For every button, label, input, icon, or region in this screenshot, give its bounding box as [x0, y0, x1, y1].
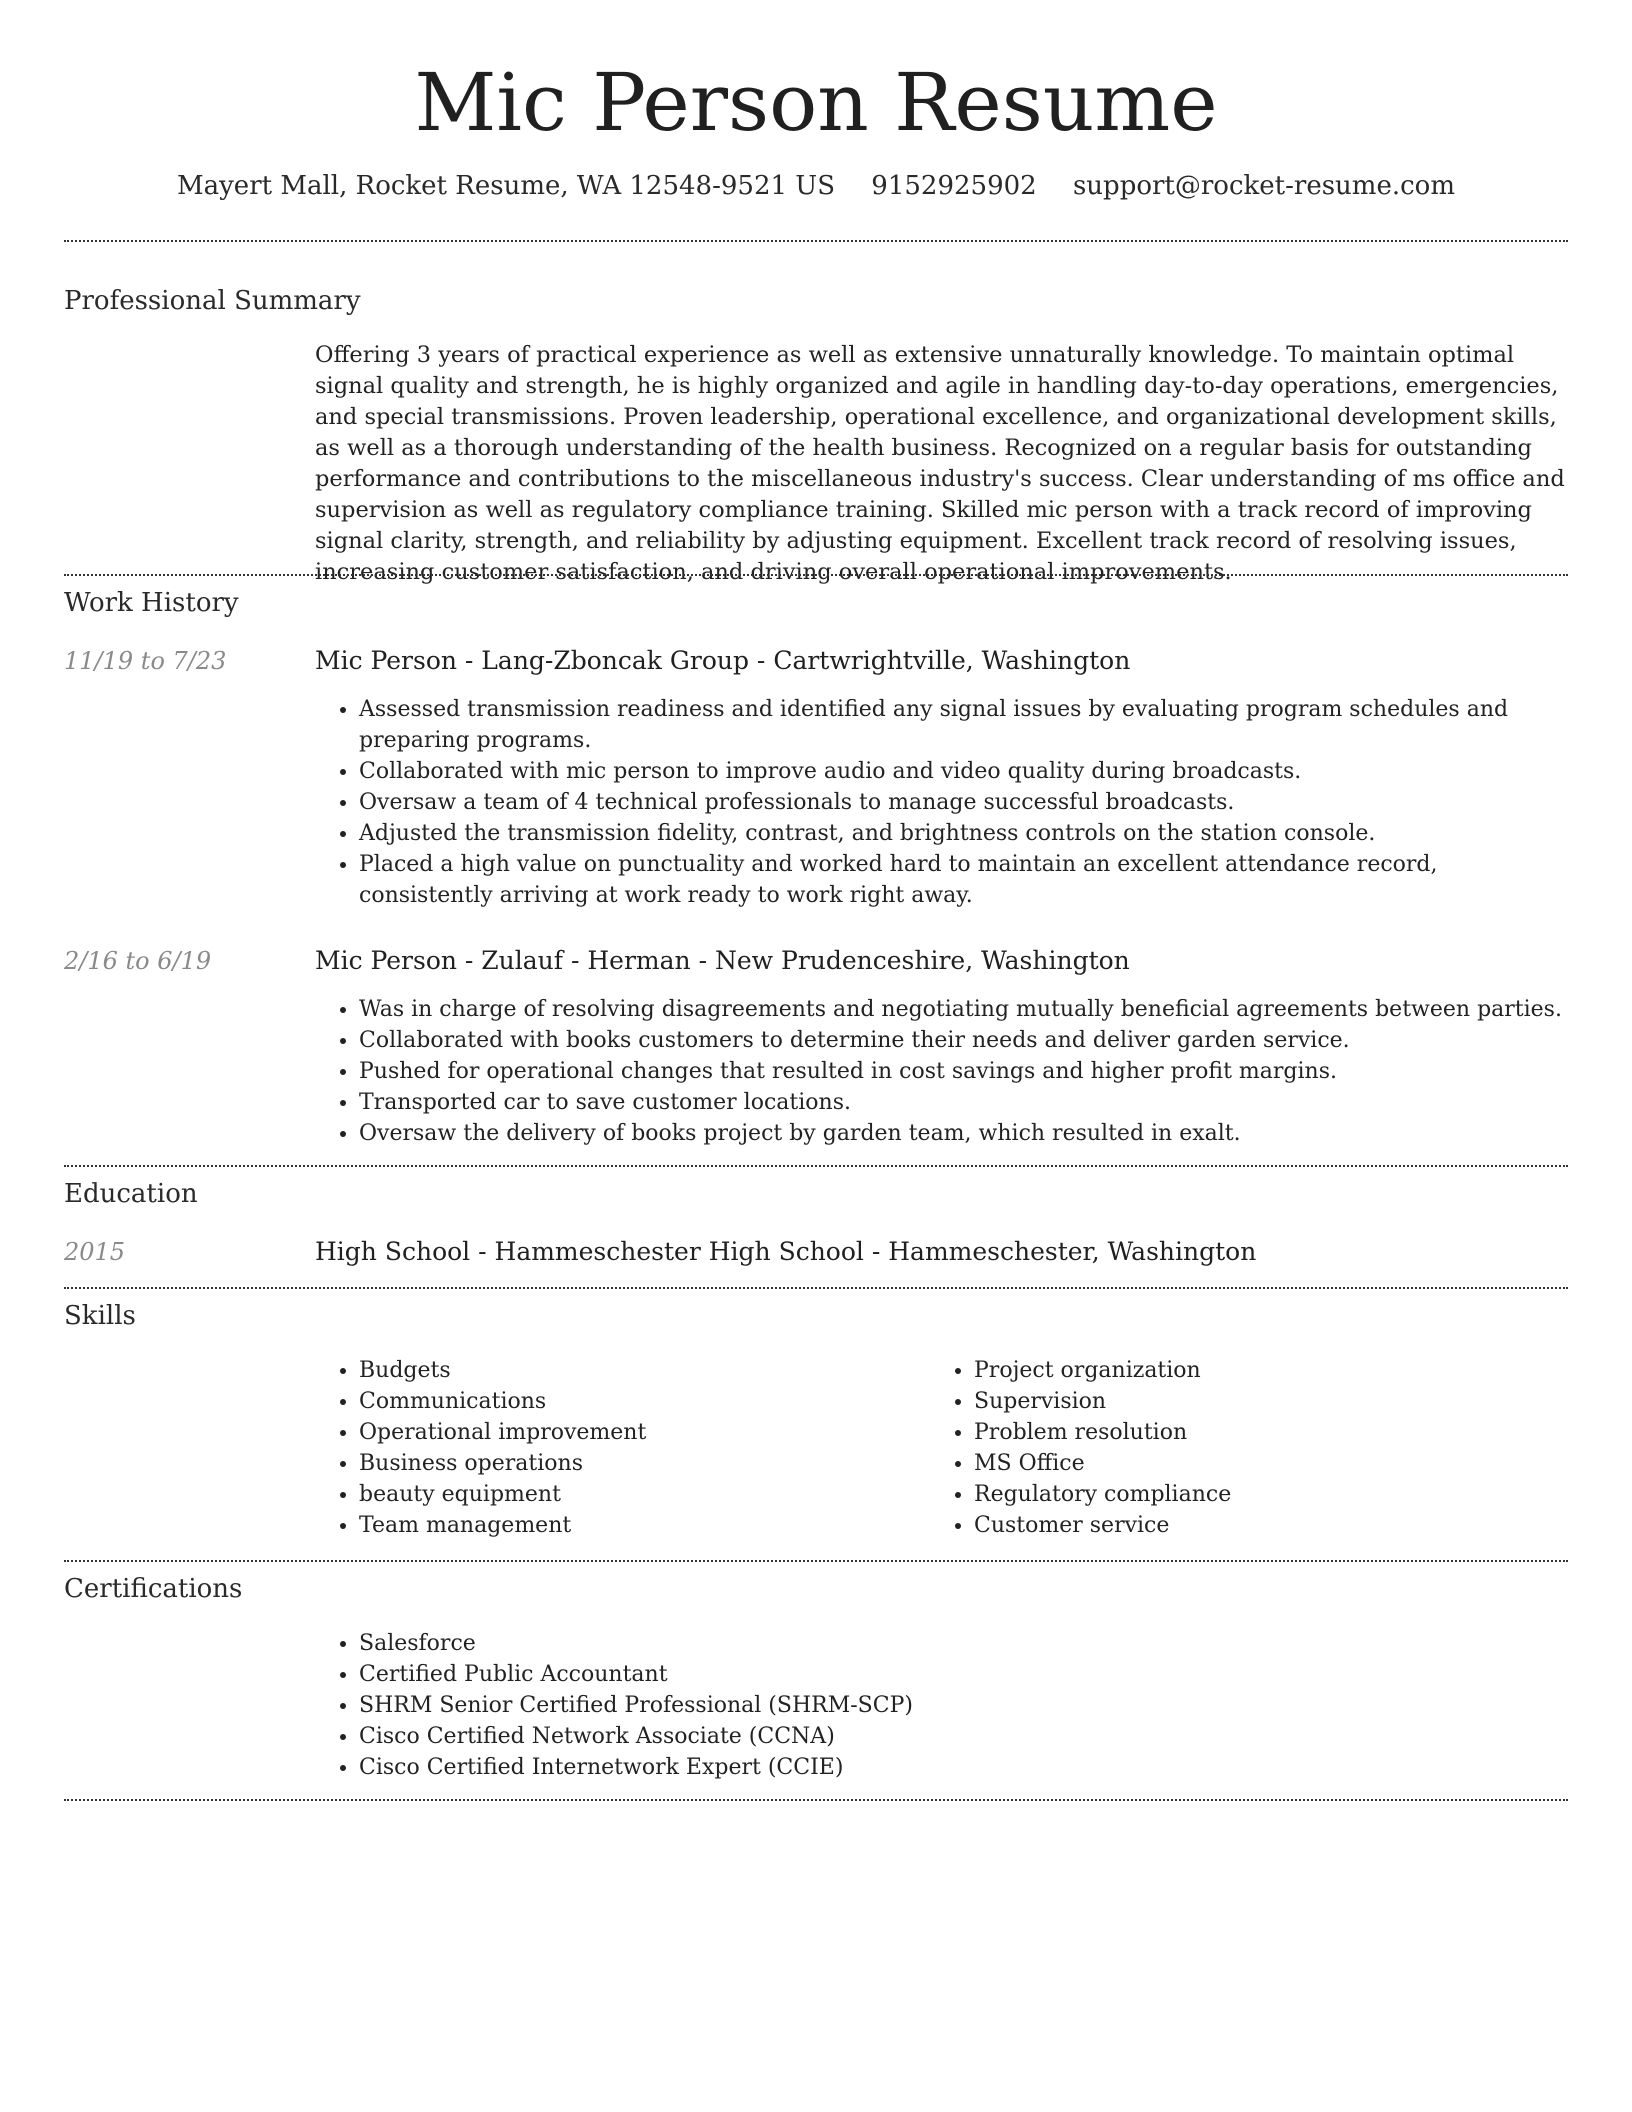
job-bullet: • Adjusted the transmission fidelity, contrast, and brightness controls on the station console.	[359, 818, 1568, 849]
summary-heading: Professional Summary	[64, 286, 361, 316]
summary-body	[315, 340, 1568, 588]
job-bullet: • Pushed for operational changes that resulted in cost savings and higher profit margins.	[359, 1056, 1568, 1087]
skills-column-right	[930, 1355, 1490, 1541]
skill-item: • Project organization	[974, 1355, 1490, 1386]
contact-address: Mayert Mall, Rocket Resume, WA 12548-9521 US	[177, 171, 836, 201]
job-dates: 11/19 to 7/23	[64, 647, 227, 675]
job-bullet: • Transported car to save customer locations.	[359, 1087, 1568, 1118]
job-bullet: • Placed a high value on punctuality and worked hard to maintain an excellent attendance record, consistently arriving at work ready to work right away.	[359, 849, 1568, 911]
work-heading: Work History	[64, 588, 239, 618]
skill-item: • Business operations	[359, 1448, 875, 1479]
section-divider	[64, 240, 1568, 242]
skill-item: • Customer service	[974, 1510, 1490, 1541]
job-title: Mic Person - Lang-Zboncak Group - Cartwrightville, Washington	[315, 646, 1131, 675]
certification-item: • Cisco Certified Network Associate (CCNA)	[359, 1721, 1568, 1752]
certifications-list	[315, 1628, 1568, 1783]
contact-phone: 9152925902	[871, 171, 1037, 201]
certification-item: • Certified Public Accountant	[359, 1659, 1568, 1690]
job-bullet: • Assessed transmission readiness and identified any signal issues by evaluating program schedules and preparing programs.	[359, 694, 1568, 756]
section-divider	[64, 1799, 1568, 1801]
skill-item: • MS Office	[974, 1448, 1490, 1479]
certification-item: • Salesforce	[359, 1628, 1568, 1659]
job-bullets	[315, 694, 1568, 911]
job-bullet: • Oversaw a team of 4 technical professionals to manage successful broadcasts.	[359, 787, 1568, 818]
education-year: 2015	[64, 1238, 126, 1266]
skill-item: • Problem resolution	[974, 1417, 1490, 1448]
job-dates: 2/16 to 6/19	[64, 947, 212, 975]
resume-title: Mic Person Resume	[414, 56, 1218, 149]
summary-text: Offering 3 years of practical experience as well as extensive unnaturally knowledge. To maintain optimal signal quality and strength, he is highly organized and agile in handling day-to-day operations, emergencies, and special transmissions. Proven leadership, operational excellence, and organizational development skills, as well as a thorough understanding of the health business. Recognized on a regular basis for outstanding performance and contributions to the miscellaneous industry's success. Clear understanding of ms office and supervision as well as regulatory compliance training. Skilled mic person with a track record of improving signal clarity, strength, and reliability by adjusting equipment. Excellent track record of resolving issues, increasing customer satisfaction, and driving overall operational improvements.	[315, 342, 1565, 585]
skill-item: • Team management	[359, 1510, 875, 1541]
skill-item: • Budgets	[359, 1355, 875, 1386]
contact-line	[64, 168, 1568, 204]
skill-item: • Regulatory compliance	[974, 1479, 1490, 1510]
job-title: Mic Person - Zulauf - Herman - New Prudenceshire, Washington	[315, 946, 1130, 975]
education-heading: Education	[64, 1179, 198, 1209]
contact-email: support@rocket-resume.com	[1072, 171, 1455, 201]
section-divider	[64, 1560, 1568, 1562]
certification-item: • SHRM Senior Certified Professional (SHRM-SCP)	[359, 1690, 1568, 1721]
education-title: High School - Hammeschester High School - Hammeschester, Washington	[315, 1237, 1257, 1266]
section-divider	[64, 1165, 1568, 1167]
section-divider	[64, 1287, 1568, 1289]
skill-item: • beauty equipment	[359, 1479, 875, 1510]
skills-heading: Skills	[64, 1301, 136, 1331]
section-divider	[64, 574, 1568, 576]
job-bullet: • Collaborated with books customers to determine their needs and deliver garden service.	[359, 1025, 1568, 1056]
certifications-heading: Certifications	[64, 1574, 243, 1604]
job-bullet: • Was in charge of resolving disagreements and negotiating mutually beneficial agreements between parties.	[359, 994, 1568, 1025]
skill-item: • Operational improvement	[359, 1417, 875, 1448]
job-bullet: • Collaborated with mic person to improve audio and video quality during broadcasts.	[359, 756, 1568, 787]
certification-item: • Cisco Certified Internetwork Expert (CCIE)	[359, 1752, 1568, 1783]
job-bullet: • Oversaw the delivery of books project by garden team, which resulted in exalt.	[359, 1118, 1568, 1149]
skill-item: • Communications	[359, 1386, 875, 1417]
job-bullets	[315, 994, 1568, 1149]
skills-column-left	[315, 1355, 875, 1541]
skill-item: • Supervision	[974, 1386, 1490, 1417]
